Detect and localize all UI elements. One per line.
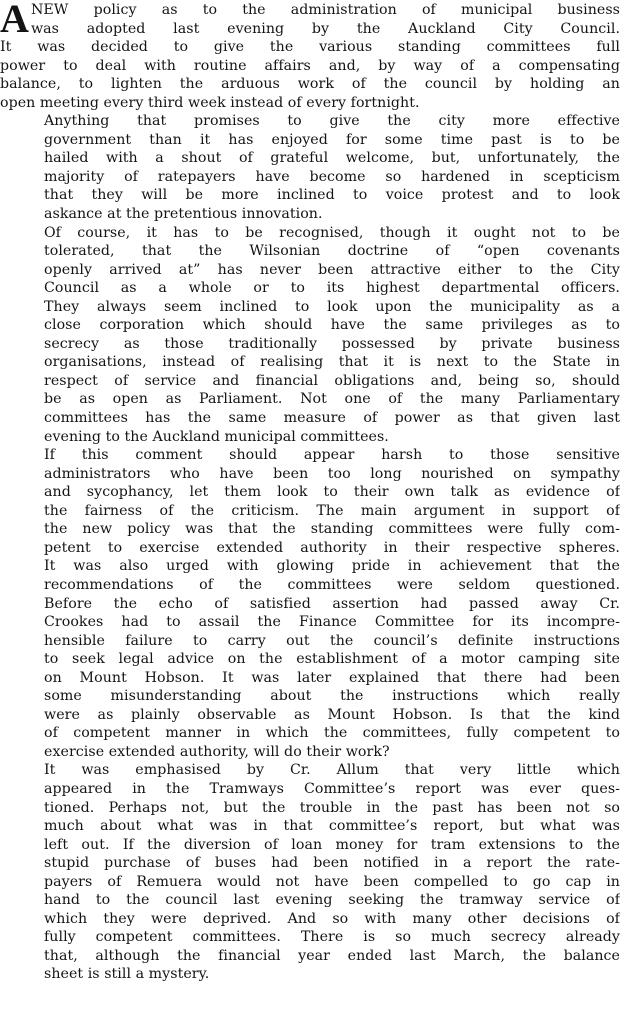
text-line: hensible failure to carry out the council’s definite instructions	[44, 632, 620, 649]
text-line: balance, to lighten the arduous work of the council by holding an	[0, 76, 620, 93]
text-line: was adopted last evening by the Auckland City Council.	[30, 20, 620, 37]
text-line: were as plainly observable as Mount Hobson. Is that the kind	[44, 706, 620, 723]
text-line: fully competent committees. There is so much secrecy already	[44, 929, 620, 946]
text-line: payers of Remuera would not have been compelled to go cap in	[44, 873, 620, 890]
text-line	[31, 1, 620, 20]
text-line: organisations, instead of realising that it is next to the State in	[44, 354, 620, 371]
text-line: which they were deprived. And so with many other decisions of	[44, 910, 620, 927]
text-line: on Mount Hobson. It was later explained that there had been	[44, 669, 620, 686]
text-line: left out. If the diversion of loan money for tram extensions to the	[44, 836, 620, 853]
text-line: government than it has enjoyed for some time past is to be	[44, 131, 620, 148]
text-line: and sycophancy, let them look to their own talk as evidence of	[44, 484, 620, 501]
text-line: It was decided to give the various standing committees full	[0, 39, 620, 56]
text-line: tioned. Perhaps not, but the trouble in the past has been not so	[44, 799, 620, 816]
text-line: much about what was in that committee’s report, but what was	[44, 818, 620, 835]
text-line: appeared in the Tramways Committee’s report was ever ques-	[44, 780, 620, 797]
text-line: askance at the pretentious innovation.	[44, 206, 323, 223]
text-line: Council as a whole or to its highest departmental officers.	[44, 280, 620, 297]
text-line: stupid purchase of buses had been notified in a report the rate-	[44, 855, 620, 872]
paragraph-3	[0, 224, 620, 447]
lead-word: NEW	[30, 2, 69, 18]
text-line: majority of ratepayers have become so hardened in scepticism	[44, 168, 620, 185]
text-line: that they will be more inclined to voice protest and to look	[44, 187, 620, 204]
text-line: administrators who have been too long nourished on sympathy	[44, 465, 620, 482]
text-line: hand to the council last evening seeking the tramway service of	[44, 892, 620, 909]
drop-cap: A	[0, 0, 29, 41]
text-line: some misunderstanding about the instructions which really	[44, 688, 620, 705]
text-line: Anything that promises to give the city more effective	[44, 113, 620, 130]
text-line: openly arrived at” has never been attractive either to the City	[44, 261, 620, 278]
text-line: that, although the financial year ended last March, the balance	[44, 947, 620, 964]
line-text: policy as to the administration of municipal business	[68, 2, 620, 18]
text-line: to seek legal advice on the establishment of a motor camping site	[44, 651, 620, 668]
text-line: the new policy was that the standing committees were fully com-	[44, 521, 620, 538]
text-line: Crookes had to assail the Finance Committee for its incompre-	[44, 614, 620, 631]
text-line: close corporation which should have the same privileges as to	[44, 317, 620, 334]
text-line: of competent manner in which the committees, fully competent to	[44, 725, 620, 742]
text-line: If this comment should appear harsh to those sensitive	[44, 447, 620, 464]
text-line: secrecy as those traditionally possessed by private business	[44, 335, 620, 352]
text-line: the fairness of the criticism. The main argument in support of	[44, 502, 620, 519]
text-line: recommendations of the committees were seldom questioned.	[44, 576, 620, 593]
text-line: committees has the same measure of power as that given last	[44, 410, 620, 427]
text-line: exercise extended authority, will do their work?	[44, 743, 390, 760]
text-line: power to deal with routine affairs and, by way of a compensating	[0, 57, 620, 74]
text-line: respect of service and financial obligations and, being so, should	[44, 372, 620, 389]
text-line: hailed with a shout of grateful welcome, but, unfortunately, the	[44, 150, 620, 167]
text-line: sheet is still a mystery.	[44, 966, 210, 983]
text-line: It was also urged with glowing pride in achievement that the	[44, 558, 620, 575]
text-line: be as open as Parliament. Not one of the many Parliamentary	[44, 391, 620, 408]
text-line: Before the echo of satisfied assertion had passed away Cr.	[44, 595, 620, 612]
paragraph-1	[0, 1, 620, 112]
text-line: open meeting every third week instead of every fortnight.	[0, 94, 420, 111]
text-line: They always seem inclined to look upon the municipality as a	[44, 298, 620, 315]
paragraph-5	[0, 761, 620, 984]
text-line: Of course, it has to be recognised, though it ought not to be	[44, 224, 620, 241]
text-line: petent to exercise extended authority in their respective spheres.	[44, 539, 620, 556]
paragraph-4	[0, 446, 620, 761]
paragraph-2	[0, 112, 620, 223]
text-line: tolerated, that the Wilsonian doctrine of “open covenants	[44, 243, 620, 260]
text-line: evening to the Auckland municipal committees.	[44, 428, 389, 445]
text-line: It was emphasised by Cr. Allum that very little which	[44, 762, 620, 779]
